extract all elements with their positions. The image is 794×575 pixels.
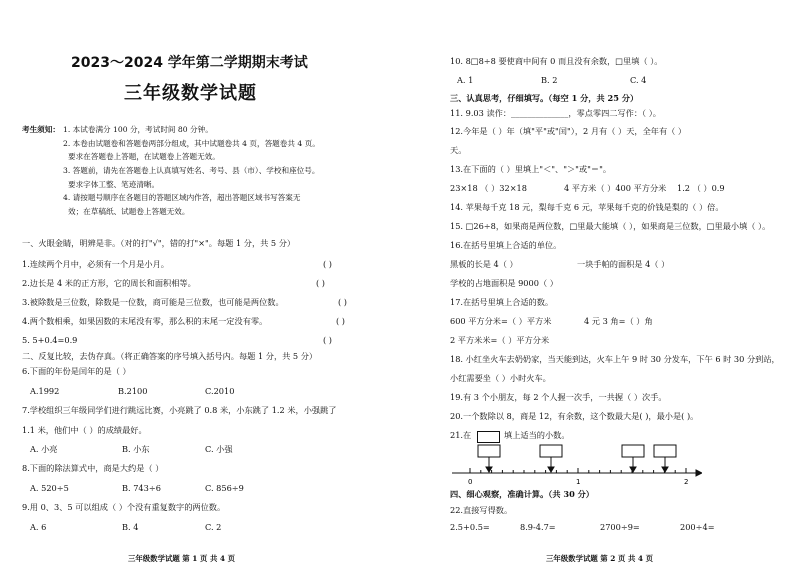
section-heading: 四、细心观察，准确计算。（共 30 分） <box>450 489 594 499</box>
answer-paren: ( ) <box>323 335 332 345</box>
notice-line: 3. 答题前，请先在答题卷上认真填写姓名、考号、县（市）、学校和座位号。 <box>63 166 320 175</box>
exam-page-2 <box>397 0 794 575</box>
answer-box <box>622 445 644 457</box>
compare-item: 4 平方米（ ）400 平方分米 <box>564 183 667 193</box>
section-heading: 三、认真思考，仔细填写。（每空 1 分，共 25 分） <box>450 93 639 103</box>
question-7: 7.学校组织三年级同学们进行跳远比赛，小亮跳了 0.8 米，小东跳了 1.2 米，小强跳了 <box>22 405 337 415</box>
number-line-arrow <box>696 470 702 476</box>
question-16: 16.在括号里填上合适的单位。 <box>450 240 562 250</box>
answer-paren: ( ) <box>316 278 325 288</box>
option: C. 4 <box>630 75 647 85</box>
exam-title: 2023～2024 学年第二学期期末考试 <box>71 55 308 71</box>
option: B.2100 <box>118 386 148 396</box>
question-6: 6.下面的年份是闰年的是（ ） <box>22 366 131 376</box>
question-8: 8.下面的除法算式中，商是大约是（ ） <box>22 463 164 473</box>
option: B. 小东 <box>122 444 150 454</box>
option: C. 856÷9 <box>205 483 244 493</box>
calc-item: 8.9-4.7= <box>520 522 556 532</box>
question-20: 20.一个数除以 8，商是 12，有余数，这个数最大是( )，最小是( )。 <box>450 411 699 421</box>
convert-item: 600 平方分米=（ ）平方米 <box>450 316 552 326</box>
question-3: 3.被除数是三位数，除数是一位数，商可能是三位数，也可能是两位数。 <box>22 297 284 307</box>
question-12: 12.今年是（ ）年（填"平"或"闰"），2 月有（ ）天，全年有（ ） <box>450 126 687 136</box>
unit-item: 学校的占地面积是 9000（ ） <box>450 278 558 288</box>
answer-paren: ( ) <box>338 297 347 307</box>
question-5: 5. 5+0.4=0.9 <box>22 335 78 345</box>
question-13: 13.在下面的（ ）里填上"＜"、"＞"或"＝"。 <box>450 164 612 174</box>
tick-label-2: 2 <box>684 478 689 485</box>
calc-item: 2700÷9= <box>600 522 640 532</box>
number-line <box>452 443 702 485</box>
question-4: 4.两个数相乘，如果因数的末尾没有零，那么积的末尾一定没有零。 <box>22 316 268 326</box>
notice-line: 效；在草稿纸、试题卷上答题无效。 <box>68 207 190 216</box>
question-21-prefix: 21.在 <box>450 430 472 440</box>
answer-box <box>654 445 676 457</box>
convert-item: 4 元 3 角=（ ）角 <box>584 316 653 326</box>
calc-item: 2.5+0.5= <box>450 522 490 532</box>
pointer-arrow <box>548 467 554 472</box>
page-footer: 三年级数学试题 第 2 页 共 4 页 <box>546 554 654 563</box>
option: B. 4 <box>122 522 139 532</box>
convert-item: 2 平方米米=（ ）平方分米 <box>450 335 550 345</box>
question-19: 19.有 3 个小朋友，每 2 个人握一次手，一共握（ ）次手。 <box>450 392 667 402</box>
notice-label: 考生须知： <box>22 125 60 134</box>
option: B. 2 <box>541 75 558 85</box>
option: A. 小亮 <box>30 444 58 454</box>
question-22: 22.直接写得数。 <box>450 505 513 515</box>
notice-line: 1. 本试卷满分 100 分，考试时间 80 分钟。 <box>63 125 213 134</box>
notice-line: 要求字体工整、笔迹清晰。 <box>68 180 160 189</box>
page-footer: 三年级数学试题 第 1 页 共 4 页 <box>128 554 236 563</box>
tick-label-0: 0 <box>468 478 473 485</box>
unit-item: 一块手帕的面积是 4（ ） <box>577 259 670 269</box>
option: C.2010 <box>205 386 235 396</box>
question-14: 14. 苹果每千克 18 元，梨每千克 6 元，苹果每千克的价钱是梨的（ ）倍。 <box>450 202 724 212</box>
answer-box-sample <box>477 431 500 443</box>
unit-item: 黑板的长是 4（ ） <box>450 259 518 269</box>
pointer-arrow <box>630 467 636 472</box>
question-18-cont: 小红需要坐（ ）小时火车。 <box>450 373 551 383</box>
compare-item: 23×18 （ ）32×18 <box>450 183 527 193</box>
question-15: 15. □26÷8，如果商是两位数，□里最大能填（ ），如果商是三位数，□里最小填（ ）。 <box>450 221 771 231</box>
question-18: 18. 小红坐火车去奶奶家，当天能到达，火车上午 9 时 30 分发车，下午 6 时 30 分到站， <box>450 354 780 364</box>
option: A. 520÷5 <box>30 483 69 493</box>
option: C. 小强 <box>205 444 233 454</box>
question-9: 9.用 0、3、5 可以组成（ ）个没有重复数字的两位数。 <box>22 502 226 512</box>
question-11: 11. 9.03 读作：______________，零点零四二写作：（ ）。 <box>450 108 661 118</box>
question-2: 2.边长是 4 米的正方形，它的周长和面积相等。 <box>22 278 196 288</box>
answer-paren: ( ) <box>336 316 345 326</box>
section-heading: 二、反复比较，去伪存真。（将正确答案的序号填入括号内。每题 1 分，共 5 分） <box>22 351 318 361</box>
question-21-suffix: 填上适当的小数。 <box>504 430 570 440</box>
option: B. 743÷6 <box>122 483 161 493</box>
notice-line: 要求在答题卷上答题，在试题卷上答题无效。 <box>68 152 220 161</box>
notice-line: 4. 请按题号顺序在各题目的答题区域内作答，超出答题区域书写答案无 <box>63 193 301 202</box>
option: A. 1 <box>457 75 474 85</box>
section-heading: 一、火眼金睛，明辨是非。（对的打"√"，错的打"×"。每题 1 分，共 5 分） <box>22 238 296 248</box>
answer-paren: ( ) <box>323 259 332 269</box>
exam-subtitle: 三年级数学试题 <box>124 83 257 104</box>
calc-item: 200÷4= <box>680 522 715 532</box>
tick-label-1: 1 <box>576 478 581 485</box>
option: A.1992 <box>30 386 60 396</box>
answer-box <box>478 445 500 457</box>
question-1: 1.连续两个月中，必须有一个月是小月。 <box>22 259 169 269</box>
question-17: 17.在括号里填上合适的数。 <box>450 297 554 307</box>
option: A. 6 <box>30 522 47 532</box>
notice-line: 2. 本卷由试题卷和答题卷两部分组成，其中试题卷共 4 页，答题卷共 4 页。 <box>63 139 320 148</box>
option: C. 2 <box>205 522 222 532</box>
question-10: 10. 8□8÷8 要使商中间有 0 而且没有余数，□里填（ ）。 <box>450 56 663 66</box>
pointer-arrow <box>662 467 668 472</box>
compare-item: 1.2 （ ）0.9 <box>677 183 725 193</box>
answer-box <box>540 445 562 457</box>
question-7-cont: 1.1 米，他们中（ ）的成绩最好。 <box>22 425 147 435</box>
question-12-cont: 天。 <box>450 145 467 155</box>
